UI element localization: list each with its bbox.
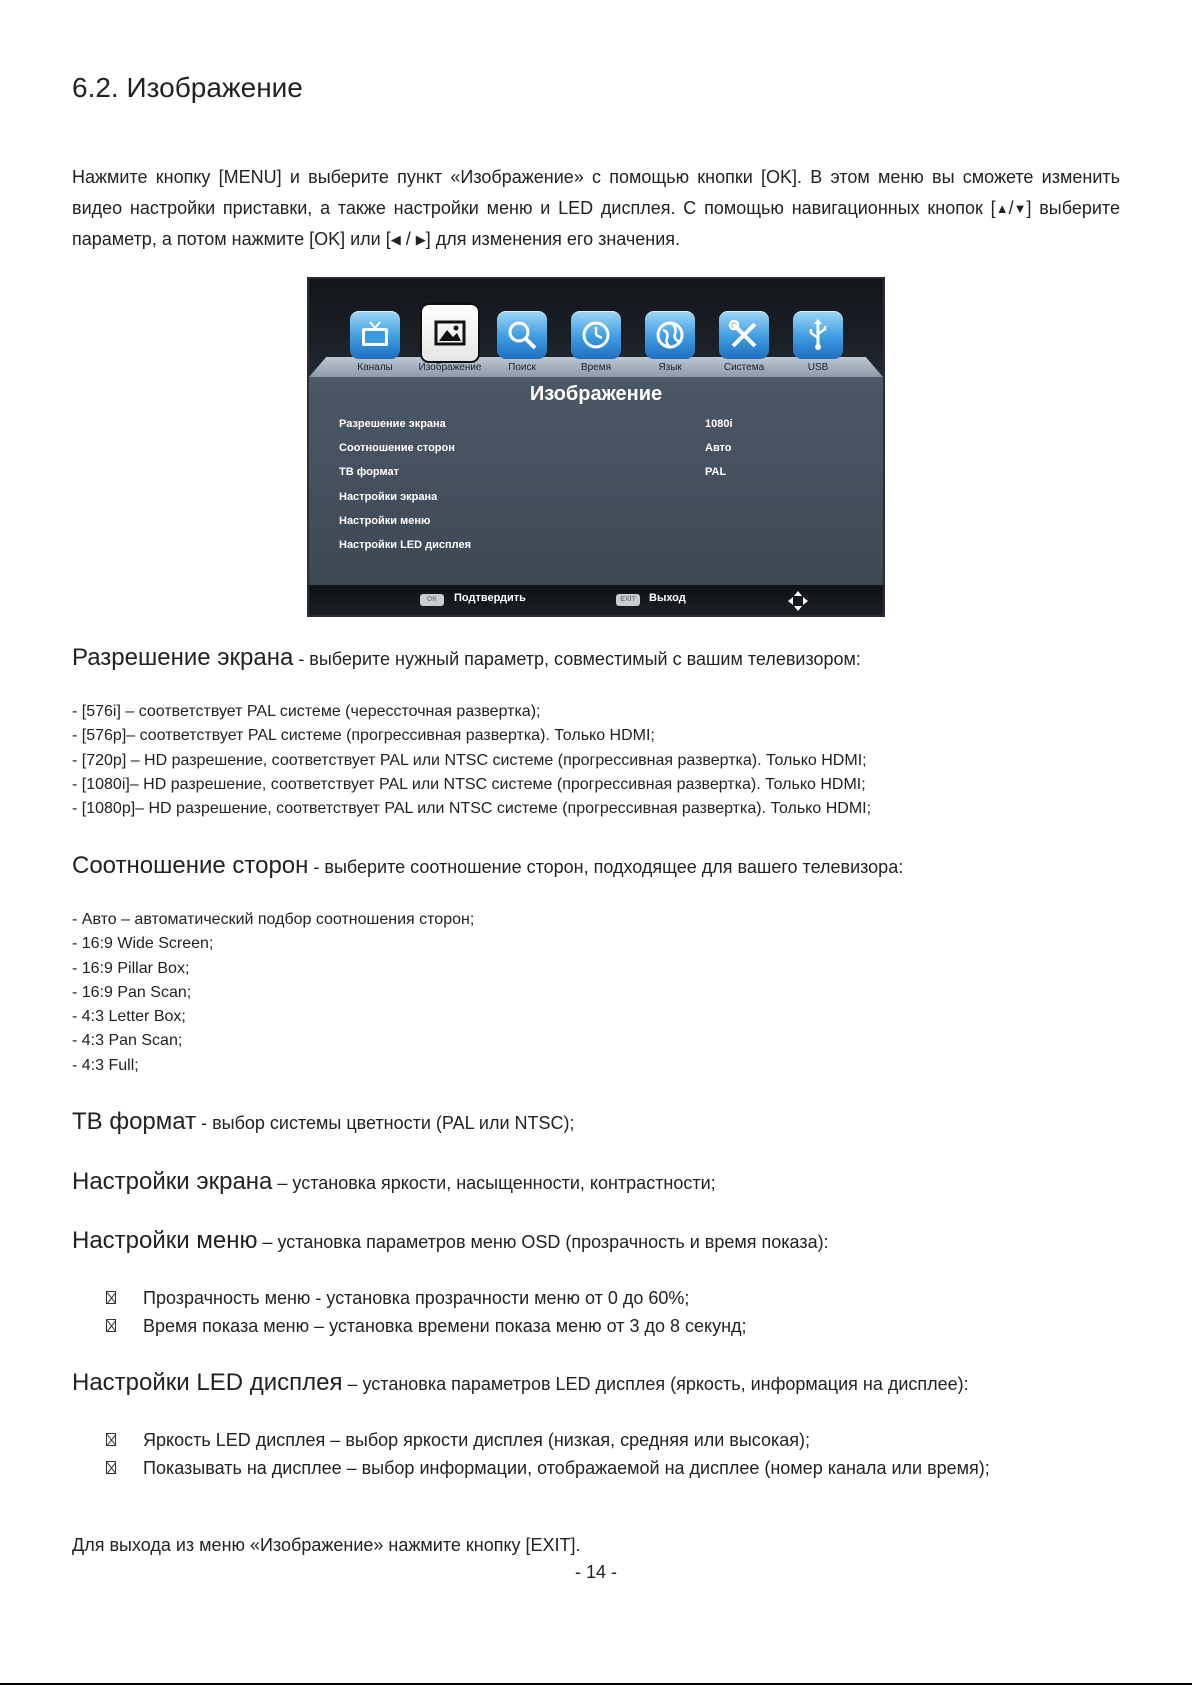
section-heading-aspect: Соотношение сторон - выберите соотношение сторон, подходящее для вашего телевизора: — [72, 852, 904, 879]
tv-icon-row — [309, 311, 883, 377]
tv-menu-row-label: Настройки LED дисплея — [339, 539, 472, 551]
list-item: - 16:9 Pan Scan; — [72, 983, 192, 1001]
list-item: - [1080p]– HD разрешение, соответствует PAL или NTSC системе (прогрессивная развертка). Только HDMI; — [72, 800, 872, 818]
list-item: - 16:9 Wide Screen; — [72, 935, 214, 953]
tv-icon-label: Язык — [658, 362, 682, 373]
checkbox-glyph-icon — [106, 1291, 116, 1304]
page-heading: 6.2. Изображение — [72, 72, 303, 103]
tools-icon — [719, 311, 769, 359]
checkbox-glyph-icon — [106, 1319, 116, 1332]
exit-label: Выход — [649, 592, 686, 604]
exit-key-badge: EXIT — [616, 594, 640, 606]
menu-bullets — [106, 1284, 747, 1340]
tv-menu-row-value: Авто — [705, 442, 732, 454]
left-arrow-icon: ◀ — [390, 232, 401, 247]
checkbox-glyph-icon — [106, 1433, 116, 1446]
navigation-arrows-icon — [787, 590, 809, 612]
ok-key-badge: OK — [420, 594, 444, 606]
up-arrow-icon: ▲ — [995, 201, 1009, 216]
list-item: Показывать на дисплее – выбор информации, отображаемой на дисплее (номер канала или время); — [106, 1454, 990, 1482]
clock-icon — [571, 311, 621, 359]
tv-menu-row-label: Разрешение экрана — [339, 418, 446, 430]
picture-icon — [420, 303, 480, 363]
section-heading-tvformat: ТВ формат - выбор системы цветности (PAL или NTSC); — [72, 1108, 575, 1135]
tv-icon-label: USB — [807, 362, 829, 373]
tv-menu-row-label: Соотношение сторон — [339, 442, 455, 454]
usb-icon — [793, 311, 843, 359]
tv-menu-row-label: ТВ формат — [339, 466, 399, 478]
tv-footer — [309, 585, 883, 615]
list-item: Время показа меню – установка времени показа меню от 3 до 8 секунд; — [106, 1312, 747, 1340]
tv-icon-label: Поиск — [508, 362, 536, 373]
tv-menu-row-label: Настройки экрана — [339, 491, 438, 503]
list-item: - 4:3 Pan Scan; — [72, 1032, 183, 1050]
resolution-list — [72, 700, 871, 821]
tv-icon-label: Изображение — [418, 362, 482, 373]
exit-note: Для выхода из меню «Изображение» нажмите кнопку [EXIT]. — [72, 1535, 581, 1555]
right-arrow-icon: ▶ — [415, 232, 426, 247]
tv-icon-label: Система — [723, 362, 765, 373]
list-item: Яркость LED дисплея – выбор яркости дисплея (низкая, средняя или высокая); — [106, 1426, 990, 1454]
tv-menu-row-value: 1080i — [705, 418, 733, 430]
tv-menu-screenshot — [307, 277, 885, 617]
tv-icon — [350, 311, 400, 359]
list-item: - [576i] – соответствует PAL системе (черессточная развертка); — [72, 703, 541, 720]
led-bullets — [106, 1426, 990, 1482]
section-heading-screen: Настройки экрана – установка яркости, насыщенности, контрастности; — [72, 1168, 716, 1195]
page-number: - 14 - — [574, 1562, 617, 1582]
section-heading-resolution: Разрешение экрана - выберите нужный параметр, совместимый с вашим телевизором: — [72, 644, 861, 671]
list-item: Прозрачность меню - установка прозрачности меню от 0 до 60%; — [106, 1284, 747, 1312]
section-heading-led: Настройки LED дисплея – установка параметров LED дисплея (яркость, информация на дисплее): — [72, 1369, 969, 1396]
list-item: - 4:3 Letter Box; — [72, 1008, 186, 1026]
list-item: - [1080i]– HD разрешение, соответствует PAL или NTSC системе (прогрессивная развертка). Только HDMI; — [72, 775, 866, 793]
intro-paragraph: Нажмите кнопку [MENU] и выберите пункт «Изображение» с помощью кнопки [OK]. В этом меню вы сможете изменить видео настройки приставки, а также настройки меню и LED дисплея. С помощью навигационных кнопок [▲/▼] выберите параметр, а потом нажмите [OK] или [◀ / ▶] для изменения его значения. — [72, 162, 1120, 255]
section-heading-menu: Настройки меню – установка параметров меню OSD (прозрачность и время показа): — [72, 1227, 829, 1254]
globe-icon — [645, 311, 695, 359]
list-item: - 4:3 Full; — [72, 1056, 139, 1074]
tv-menu-row-value: PAL — [705, 466, 727, 478]
tv-icon-label: Время — [580, 362, 612, 373]
down-arrow-icon: ▼ — [1013, 201, 1027, 216]
list-item: - 16:9 Pillar Box; — [72, 959, 190, 977]
confirm-label: Подтвердить — [454, 592, 526, 604]
checkbox-glyph-icon — [106, 1461, 116, 1474]
tv-icon-label: Каналы — [357, 362, 393, 373]
list-item: - Авто – автоматический подбор соотношения сторон; — [72, 911, 475, 928]
list-item: - [576p]– соответствует PAL системе (прогрессивная развертка). Только HDMI; — [72, 727, 655, 745]
list-item: - [720p] – HD разрешение, соответствует PAL или NTSC системе (прогрессивная развертка). Только HDMI; — [72, 751, 867, 769]
tv-menu-title: Изображение — [529, 383, 663, 405]
tv-menu-row-label: Настройки меню — [339, 515, 431, 527]
search-icon — [497, 311, 547, 359]
aspect-list — [72, 908, 474, 1078]
